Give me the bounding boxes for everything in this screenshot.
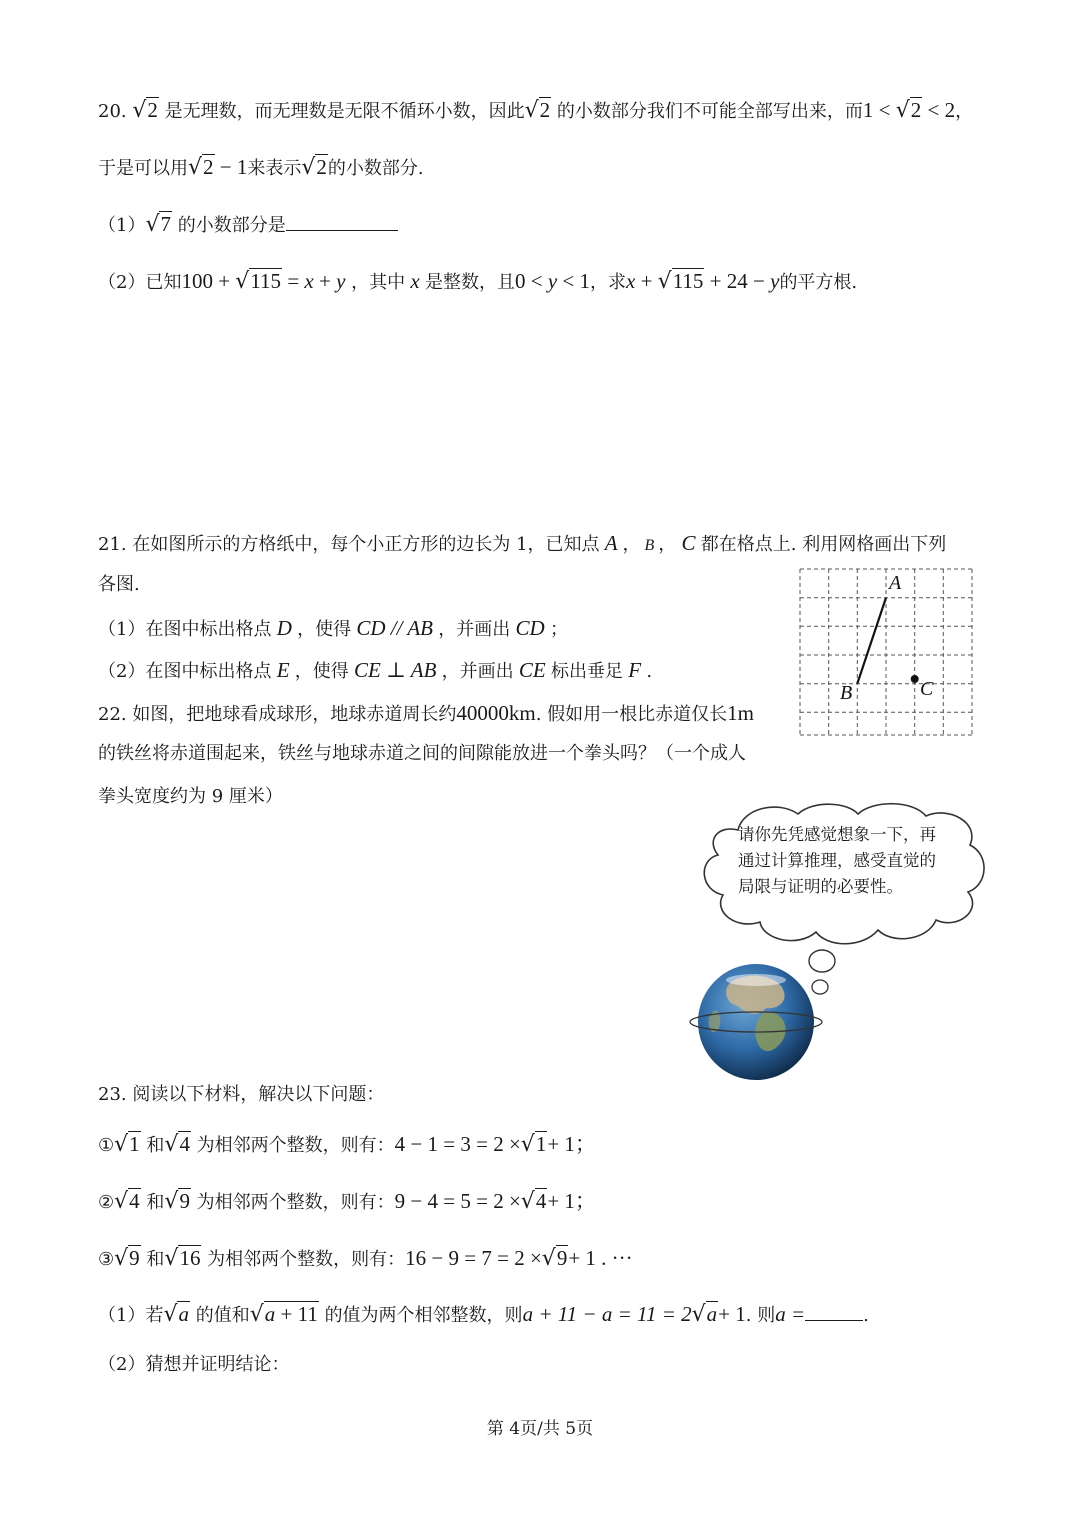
sqrt2-expr: √2 <box>132 98 158 123</box>
q23-part1: （1）若√a 的值和√a + 11 的值为两个相邻整数，则a + 11 − a = 11 = 2√a+ 1. 则a = . <box>98 1302 869 1327</box>
q21-line2: 各图. <box>98 574 140 595</box>
q21-part2: （2）在图中标出格点 E ，使得 CE ⊥ AB ，并画出 CE 标出垂足 F . <box>98 658 653 682</box>
q22-line2: 的铁丝将赤道围起来，铁丝与地球赤道之间的间隙能放进一个拳头吗？（一个成人 <box>98 743 746 764</box>
earth-globe-image <box>686 960 826 1084</box>
q20-line2: 于是可以用√2 − 1来表示√2的小数部分. <box>98 155 424 180</box>
segment-ab <box>857 598 886 684</box>
q23-example-1: ①√1 和√4 为相邻两个整数，则有：4 − 1 = 3 = 2 ×√1+ 1； <box>98 1132 596 1157</box>
bubble-line-3: 局限与证明的必要性。 <box>738 877 903 896</box>
q23-example-2: ②√4 和√9 为相邻两个整数，则有：9 − 4 = 5 = 2 ×√4+ 1； <box>98 1189 596 1214</box>
answer-blank[interactable] <box>286 230 398 231</box>
label-c: C <box>920 678 934 700</box>
bubble-line-1: 请你先凭感觉想象一下，再 <box>738 825 936 844</box>
q23-example-3: ③√9 和√16 为相邻两个整数，则有：16 − 9 = 7 = 2 ×√9+ 1 . ··· <box>98 1246 633 1271</box>
q20-part1: （1）√7 的小数部分是 <box>98 214 398 236</box>
q21-part1: （1）在图中标出格点 D ，使得 CD // AB ，并画出 CD ； <box>98 616 568 640</box>
grid-figure <box>796 565 976 739</box>
q22-line1: 22. 如图，把地球看成球形，地球赤道周长约40000km. 假如用一根比赤道仅长1m <box>98 701 754 725</box>
q22-line3: 拳头宽度约为 9 厘米） <box>98 786 283 807</box>
page-footer: 第 4页/共 5页 <box>486 1419 594 1439</box>
q23-part2: （2）猜想并证明结论： <box>98 1354 290 1375</box>
q21-line1: 21. 在如图所示的方格纸中，每个小正方形的边长为 1，已知点 A ， B ， C 都在格点上. 利用网格画出下列 <box>98 531 947 555</box>
point-c <box>911 675 919 683</box>
label-b: B <box>840 682 853 704</box>
q20-line1: 20. √2 是无理数，而无理数是无限不循环小数，因此√2 的小数部分我们不可能全部写出来，而1 < √2 < 2， <box>98 98 974 123</box>
q23-title: 23. 阅读以下材料，解决以下问题： <box>98 1084 385 1105</box>
answer-blank-a[interactable] <box>805 1320 863 1321</box>
bubble-line-2: 通过计算推理，感受直觉的 <box>738 851 936 870</box>
label-a: A <box>889 572 902 594</box>
q20-part2: （2）已知100 + √115 = x + y ，其中 x 是整数，且0 < y < 1，求x + √115 + 24 − y的平方根. <box>98 269 858 294</box>
